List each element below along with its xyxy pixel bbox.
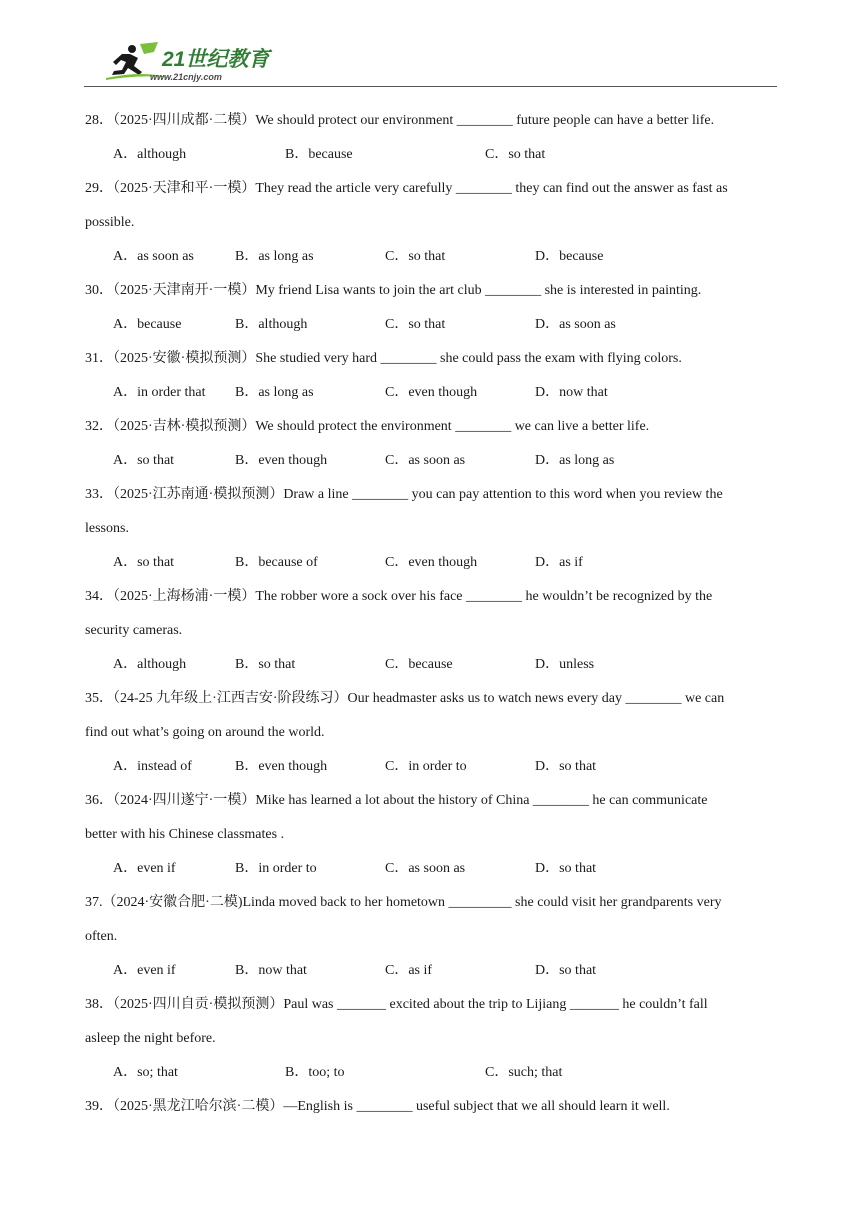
- option-c[interactable]: C．even though: [385, 385, 478, 400]
- question-stem-continued: asleep the night before.: [85, 1031, 216, 1046]
- option-b[interactable]: B．as long as: [235, 249, 314, 264]
- answer-options: [85, 1056, 775, 1090]
- question-stem: 38．（2025·四川自贡·模拟预测）Paul was _______ excited about the trip to Lijiang _______ he couldn’t fall: [85, 997, 708, 1012]
- option-c[interactable]: C．so that: [385, 249, 446, 264]
- question-item: [85, 274, 775, 342]
- question-list: [85, 104, 775, 1124]
- logo-wing-icon: [140, 42, 158, 54]
- option-d[interactable]: D．unless: [535, 657, 595, 672]
- option-b[interactable]: B．now that: [235, 963, 307, 978]
- question-stem-continued: security cameras.: [85, 623, 183, 638]
- question-item: [85, 682, 775, 784]
- question-stem: 33．（2025·江苏南通·模拟预测）Draw a line ________ you can pay attention to this word when you review the: [85, 487, 723, 502]
- question-stem-continued: often.: [85, 929, 118, 944]
- answer-options: [85, 852, 775, 886]
- header-divider: [84, 86, 777, 87]
- option-b[interactable]: B．even though: [235, 453, 328, 468]
- question-stem: 31．（2025·安徽·模拟预测）She studied very hard ________ she could pass the exam with flying colors.: [85, 351, 682, 366]
- option-c[interactable]: C．as if: [385, 963, 433, 978]
- question-stem-continued: possible.: [85, 215, 135, 230]
- question-stem: 28．（2025·四川成都·二模）We should protect our environment ________ future people can have a better life.: [85, 113, 715, 128]
- option-b[interactable]: B．so that: [235, 657, 296, 672]
- question-item: [85, 784, 775, 886]
- question-item: [85, 410, 775, 478]
- option-d[interactable]: D．so that: [535, 759, 597, 774]
- answer-options: [85, 138, 775, 172]
- option-a[interactable]: A．even if: [113, 963, 176, 978]
- answer-options: [85, 546, 775, 580]
- answer-options: [85, 240, 775, 274]
- option-a[interactable]: A．because: [113, 317, 182, 332]
- site-logo: [104, 40, 274, 84]
- option-c[interactable]: C．such; that: [485, 1065, 563, 1080]
- question-item: [85, 988, 775, 1090]
- option-a[interactable]: A．although: [113, 657, 187, 672]
- answer-options: [85, 954, 775, 988]
- option-d[interactable]: D．because: [535, 249, 604, 264]
- logo-url: www.21cnjy.com: [150, 72, 222, 82]
- answer-options: [85, 648, 775, 682]
- option-b[interactable]: B．because: [285, 147, 353, 162]
- option-a[interactable]: A．as soon as: [113, 249, 194, 264]
- option-d[interactable]: D．so that: [535, 963, 597, 978]
- question-item: [85, 342, 775, 410]
- question-stem: 37.（2024·安徽合肥·二模)Linda moved back to her hometown _________ she could visit her grandparents very: [85, 895, 722, 910]
- question-stem-continued: better with his Chinese classmates .: [85, 827, 285, 842]
- question-item: [85, 478, 775, 580]
- option-a[interactable]: A．even if: [113, 861, 176, 876]
- answer-options: [85, 444, 775, 478]
- option-d[interactable]: D．so that: [535, 861, 597, 876]
- answer-options: [85, 308, 775, 342]
- option-d[interactable]: D．now that: [535, 385, 608, 400]
- option-b[interactable]: B．too; to: [285, 1065, 345, 1080]
- option-c[interactable]: C．so that: [385, 317, 446, 332]
- option-b[interactable]: B．as long as: [235, 385, 314, 400]
- option-d[interactable]: D．as long as: [535, 453, 615, 468]
- logo-text: 21世纪教育: [162, 48, 270, 71]
- question-stem: 29．（2025·天津和平·一模）They read the article very carefully ________ they can find out the answer as fast as: [85, 181, 728, 196]
- question-stem: 35．（24-25 九年级上·江西吉安·阶段练习）Our headmaster asks us to watch news every day ________ we can: [85, 691, 725, 706]
- option-a[interactable]: A．so that: [113, 555, 175, 570]
- option-a[interactable]: A．so; that: [113, 1065, 178, 1080]
- option-c[interactable]: C．even though: [385, 555, 478, 570]
- question-stem-continued: lessons.: [85, 521, 129, 536]
- question-stem: 30．（2025·天津南开·一模）My friend Lisa wants to join the art club ________ she is interested in painting.: [85, 283, 702, 298]
- question-item: [85, 886, 775, 988]
- question-item: [85, 1090, 775, 1124]
- option-d[interactable]: D．as if: [535, 555, 583, 570]
- option-c[interactable]: C．in order to: [385, 759, 467, 774]
- runner-icon: [112, 45, 142, 75]
- option-a[interactable]: A．in order that: [113, 385, 206, 400]
- option-c[interactable]: C．so that: [485, 147, 546, 162]
- question-stem-continued: find out what’s going on around the world.: [85, 725, 325, 740]
- question-stem: 39．（2025·黑龙江哈尔滨·二模）—English is ________ useful subject that we all should learn it well.: [85, 1099, 670, 1114]
- option-c[interactable]: C．as soon as: [385, 861, 466, 876]
- option-c[interactable]: C．because: [385, 657, 453, 672]
- question-item: [85, 104, 775, 172]
- question-stem: 34．（2025·上海杨浦·一模）The robber wore a sock over his face ________ he wouldn’t be recognized by the: [85, 589, 713, 604]
- option-b[interactable]: B．even though: [235, 759, 328, 774]
- option-b[interactable]: B．although: [235, 317, 308, 332]
- question-item: [85, 580, 775, 682]
- option-a[interactable]: A．so that: [113, 453, 175, 468]
- option-c[interactable]: C．as soon as: [385, 453, 466, 468]
- option-b[interactable]: B．in order to: [235, 861, 317, 876]
- page-header: [104, 40, 776, 86]
- option-a[interactable]: A．instead of: [113, 759, 192, 774]
- question-stem: 32．（2025·吉林·模拟预测）We should protect the environment ________ we can live a better life.: [85, 419, 650, 434]
- answer-options: [85, 376, 775, 410]
- answer-options: [85, 750, 775, 784]
- question-item: [85, 172, 775, 274]
- option-d[interactable]: D．as soon as: [535, 317, 616, 332]
- question-stem: 36．（2024·四川遂宁·一模）Mike has learned a lot about the history of China ________ he can communicate: [85, 793, 708, 808]
- option-a[interactable]: A．although: [113, 147, 187, 162]
- option-b[interactable]: B．because of: [235, 555, 318, 570]
